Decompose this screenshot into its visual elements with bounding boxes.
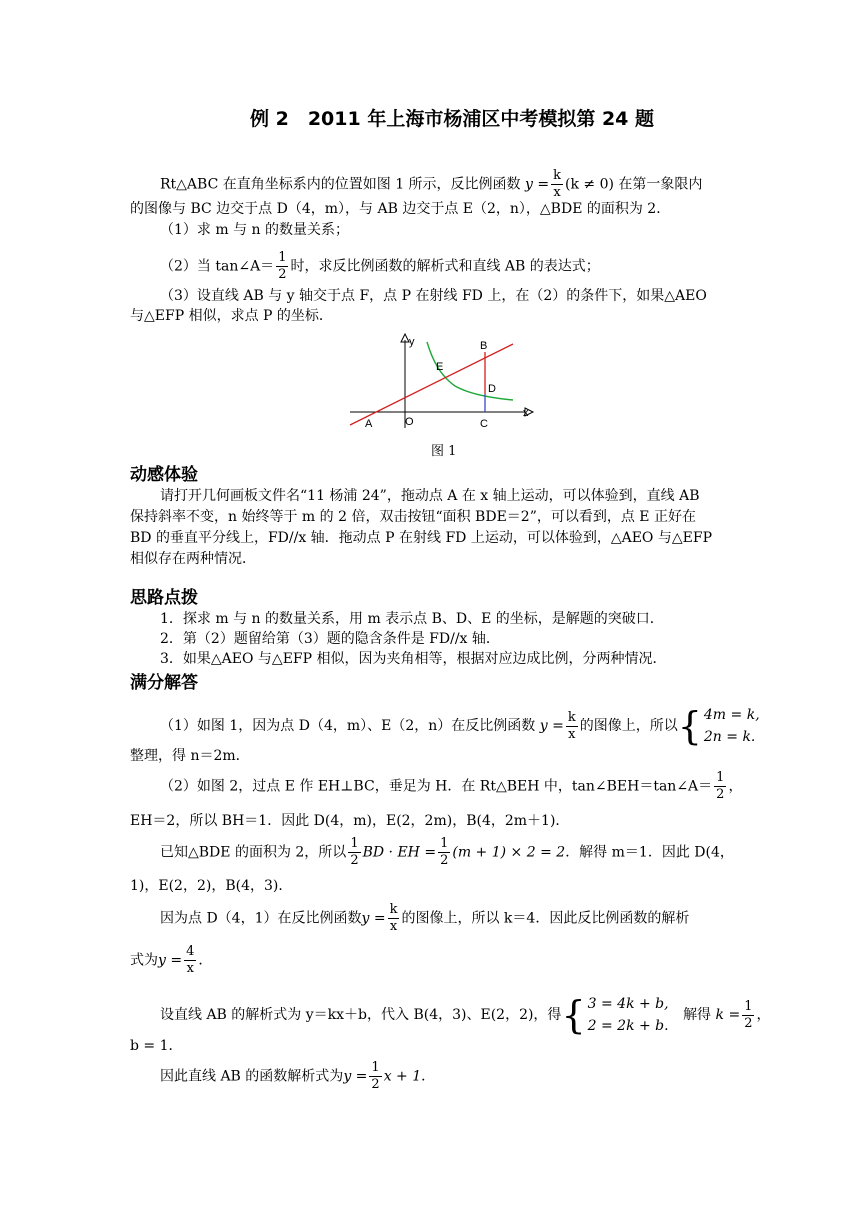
question-3-line-2: 与△EFP 相似，求点 P 的坐标． <box>130 308 333 324</box>
fraction-denominator: 2 <box>440 853 449 868</box>
label-o: O <box>405 416 414 428</box>
formula-lhs: y = <box>158 952 183 969</box>
solution-step-4-cont <box>130 944 212 977</box>
fraction-denominator: 2 <box>278 267 287 282</box>
formula-lhs: y = <box>343 1068 368 1085</box>
solution-text: 的图像上，所以 k＝4．因此反比例函数的解析 <box>401 910 690 927</box>
solution-text: 的图像上，所以 <box>579 718 678 734</box>
problem-text: 在第一象限内 <box>618 176 703 193</box>
solution-text: （2）如图 2，过点 E 作 EH⊥BC，垂足为 H．在 Rt△BEH 中，tan∠BEH＝tan∠A＝ <box>160 778 713 795</box>
label-a: A <box>365 418 373 430</box>
left-brace: { <box>677 704 702 748</box>
solution-step-2-cont: EH＝2，所以 BH＝1．因此 D(4，m)，E(2，2m)，B(4，2m＋1)． <box>130 813 570 829</box>
formula-part: BD · EH = <box>362 844 437 861</box>
fraction-numerator: k <box>389 902 398 917</box>
solution-step-3 <box>160 836 734 869</box>
solution-step-1 <box>160 704 760 748</box>
equation-2: 2 = 2k + b. <box>587 1018 669 1034</box>
figure-caption: 图 1 <box>431 444 457 459</box>
experience-line-2: 保持斜率不变，n 始终等于 m 的 2 倍，双击按钮“面积 BDE＝2”，可以看到，点 E 正好在 <box>130 509 696 525</box>
section-heading-hints: 思路点拨 <box>130 588 198 608</box>
label-d: D <box>488 383 496 395</box>
problem-line-1 <box>160 168 702 201</box>
equation-1: 4m = k, <box>703 707 760 723</box>
fraction-numerator: k <box>567 709 576 725</box>
fraction-numerator: 1 <box>371 1060 380 1075</box>
fraction-denominator: x <box>389 919 398 934</box>
fraction <box>551 168 563 201</box>
question-text: 时，求反比例函数的解析式和直线 AB 的表达式； <box>290 258 600 275</box>
fraction-numerator: 1 <box>350 836 359 851</box>
solution-text: （1）如图 1，因为点 D（4，m）、E（2，n）在反比例函数 <box>160 718 536 734</box>
section-heading-solution: 满分解答 <box>130 673 198 693</box>
solution-text: ．解得 m＝1．因此 D(4， <box>565 844 734 861</box>
solution-text: 已知△BDE 的面积为 2，所以 <box>160 844 347 861</box>
formula-condition: (k ≠ 0) <box>565 176 614 193</box>
fraction-numerator: 1 <box>744 998 753 1014</box>
question-2 <box>160 250 600 283</box>
label-b: B <box>480 340 488 352</box>
equation-system <box>704 704 760 748</box>
solution-text: 解得 <box>683 1007 712 1023</box>
experience-line-1: 请打开几何画板文件名“11 杨浦 24”，拖动点 A 在 x 轴上运动，可以体验到，直线 AB <box>160 488 700 504</box>
fraction <box>369 1060 381 1093</box>
formula-lhs: k = <box>715 1007 741 1023</box>
label-c: C <box>480 418 488 430</box>
fraction-denominator: 2 <box>744 1015 753 1031</box>
fraction-numerator: 4 <box>186 944 195 959</box>
equation-2: 2n = k. <box>703 729 756 745</box>
formula-part: (m + 1) × 2 = 2 <box>452 844 566 861</box>
solution-step-5-result: b = 1． <box>130 1038 183 1054</box>
fraction-numerator: 1 <box>716 770 725 785</box>
fraction <box>566 710 578 743</box>
fraction-denominator: 2 <box>371 1077 380 1092</box>
fraction-numerator: 1 <box>440 836 449 851</box>
formula-lhs: y = <box>525 176 550 193</box>
solution-step-4 <box>160 902 689 935</box>
figure-1 <box>345 332 535 432</box>
label-e: E <box>436 361 444 373</box>
question-text: （2）当 tan∠A＝ <box>160 258 275 275</box>
punctuation: ． <box>198 952 213 969</box>
label-y: y <box>409 336 415 348</box>
hint-item-3: 3．如果△AEO 与△EFP 相似，因为夹角相等，根据对应边成比例，分两种情况． <box>160 651 667 667</box>
equation-1: 3 = 4k + b, <box>587 996 669 1012</box>
experience-line-4: 相似存在两种情况． <box>130 551 256 567</box>
fraction-denominator: 2 <box>716 787 725 802</box>
experience-line-3: BD 的垂直平分线上，FD//x 轴．拖动点 P 在射线 FD 上运动，可以体验到，△AEO 与△EFP <box>130 530 712 546</box>
solution-text: 因此直线 AB 的函数解析式为 <box>160 1068 344 1085</box>
formula-lhs: y = <box>539 718 564 734</box>
solution-text: 式为 <box>130 952 158 969</box>
question-3-line-1: （3）设直线 AB 与 y 轴交于点 F，点 P 在射线 FD 上，在（2）的条件下，如果△AEO <box>160 288 707 304</box>
label-x: x <box>523 407 529 419</box>
fraction <box>742 999 754 1032</box>
fraction-numerator: k <box>553 168 561 183</box>
section-heading-experience: 动感体验 <box>130 465 198 485</box>
question-1: （1）求 m 与 n 的数量关系； <box>160 222 349 238</box>
solution-step-5 <box>160 993 770 1037</box>
fraction <box>438 836 450 869</box>
fraction-denominator: x <box>568 726 576 742</box>
fraction-denominator: 2 <box>350 853 359 868</box>
hint-item-1: 1．探求 m 与 n 的数量关系，用 m 表示点 B、D、E 的坐标，是解题的突破口． <box>160 611 664 627</box>
punctuation: ， <box>756 1007 771 1023</box>
fraction-denominator: x <box>186 961 194 976</box>
fraction <box>276 250 288 283</box>
solution-step-1-result: 整理，得 n＝2m． <box>130 748 250 764</box>
punctuation: ． <box>421 1068 436 1085</box>
fraction <box>184 944 196 977</box>
fraction-denominator: x <box>553 185 561 200</box>
page-title: 例 2 2011 年上海市杨浦区中考模拟第 24 题 <box>250 108 655 130</box>
left-brace: { <box>561 993 586 1037</box>
solution-text: 因为点 D（4，1）在反比例函数 <box>160 910 362 927</box>
problem-line-2: 的图像与 BC 边交于点 D（4，m），与 AB 边交于点 E（2，n），△BDE 的面积为 2． <box>130 201 671 217</box>
fraction <box>348 836 360 869</box>
fraction <box>388 902 400 935</box>
formula-lhs: y = <box>361 910 386 927</box>
solution-step-6 <box>160 1060 435 1093</box>
solution-text: 设直线 AB 的解析式为 y＝kx＋b，代入 B(4，3)、E(2，2)，得 <box>160 1007 562 1023</box>
punctuation: ， <box>728 778 743 795</box>
hint-item-2: 2．第（2）题留给第（3）题的隐含条件是 FD//x 轴． <box>160 631 500 647</box>
solution-step-2 <box>160 770 742 803</box>
equation-system <box>588 993 669 1037</box>
problem-text: Rt△ABC 在直角坐标系内的位置如图 1 所示，反比例函数 <box>160 176 521 193</box>
fraction <box>714 770 726 803</box>
fraction-numerator: 1 <box>278 250 287 265</box>
formula-part: x + 1 <box>383 1068 422 1085</box>
solution-step-3-cont: 1)，E(2，2)，B(4，3)． <box>130 878 293 894</box>
